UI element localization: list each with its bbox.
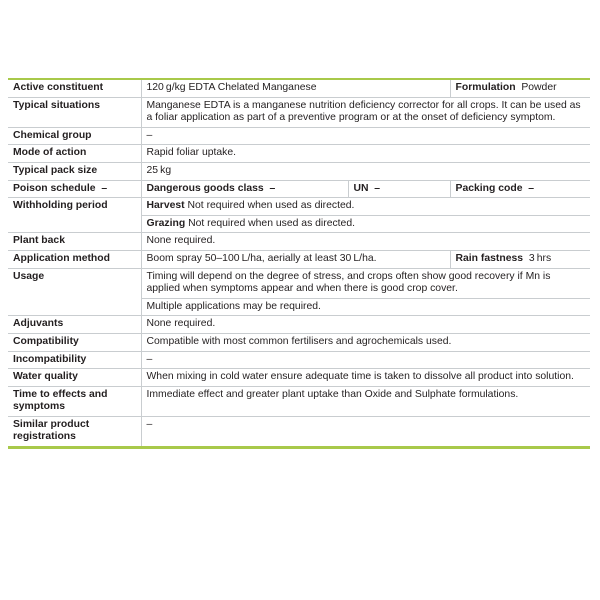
- label-mode-of-action: Mode of action: [8, 145, 141, 163]
- label-poison-schedule: Poison schedule: [13, 182, 96, 194]
- label-un: UN: [353, 182, 369, 194]
- value-active-constituent: 120 g/kg EDTA Chelated Manganese: [141, 80, 450, 97]
- value-time-to-effects: Immediate effect and greater plant uptake than Oxide and Sulphate formulations.: [141, 386, 590, 416]
- label-typical-situations: Typical situations: [8, 97, 141, 127]
- value-chemical-group: –: [141, 127, 590, 145]
- row-plant-back: [8, 233, 590, 251]
- value-incompatibility: –: [141, 351, 590, 369]
- label-withholding-period: Withholding period: [8, 198, 141, 233]
- product-info-table: [8, 80, 590, 446]
- label-similar-products: Similar product registrations: [8, 416, 141, 446]
- label-grazing: Grazing: [146, 217, 186, 229]
- row-typical-situations: [8, 97, 590, 127]
- un-cell: [348, 180, 450, 198]
- row-poison-schedule: [8, 180, 590, 198]
- usage-multiple: Multiple applications may be required.: [146, 300, 321, 312]
- row-incompatibility: [8, 351, 590, 369]
- withholding-grazing: [147, 216, 586, 231]
- formulation-cell: [450, 80, 590, 97]
- poison-schedule-cell: [8, 180, 141, 198]
- row-withholding-period: [8, 198, 590, 233]
- value-compatibility: Compatible with most common fertilisers and agrochemicals used.: [141, 333, 590, 351]
- value-mode-of-action: Rapid foliar uptake.: [141, 145, 590, 163]
- value-harvest: Not required when used as directed.: [187, 200, 355, 212]
- formulation-value: Powder: [521, 82, 557, 93]
- value-plant-back: None required.: [141, 233, 590, 251]
- label-time-to-effects: Time to effects and symptoms: [8, 386, 141, 416]
- formulation-label: Formulation: [455, 82, 516, 93]
- label-compatibility: Compatibility: [8, 333, 141, 351]
- row-water-quality: [8, 369, 590, 387]
- row-adjuvants: [8, 316, 590, 334]
- row-mode-of-action: [8, 145, 590, 163]
- label-packing-code: Packing code: [455, 182, 523, 194]
- label-usage: Usage: [8, 268, 141, 316]
- row-chemical-group: [8, 127, 590, 145]
- row-typical-pack-size: [8, 162, 590, 180]
- label-chemical-group: Chemical group: [8, 127, 141, 145]
- row-application-method: [8, 250, 590, 268]
- value-withholding-period: [141, 198, 590, 233]
- value-typical-situations: Manganese EDTA is a manganese nutrition deficiency corrector for all crops. It can be used as a foliar application as part of a preventive program or at the onset of deficiency symptom.: [141, 97, 590, 127]
- value-typical-pack-size: 25 kg: [141, 162, 590, 180]
- label-water-quality: Water quality: [8, 369, 141, 387]
- value-grazing: Not required when used as directed.: [188, 217, 356, 229]
- value-water-quality: When mixing in cold water ensure adequate time is taken to dissolve all product into solution.: [141, 369, 590, 387]
- value-dangerous-goods: –: [269, 182, 276, 194]
- withholding-harvest: [142, 200, 591, 216]
- row-usage: [8, 268, 590, 316]
- label-incompatibility: Incompatibility: [8, 351, 141, 369]
- packing-code-cell: [450, 180, 590, 198]
- label-plant-back: Plant back: [8, 233, 141, 251]
- rain-fastness-cell: [450, 250, 590, 268]
- row-compatibility: [8, 333, 590, 351]
- value-packing-code: –: [528, 182, 535, 194]
- label-application-method: Application method: [8, 250, 141, 268]
- value-usage: [141, 268, 590, 316]
- usage-timing: Timing will depend on the degree of stress, and crops often show good recovery if Mn is applied when symptoms appear and when there is good crop cover.: [142, 271, 591, 299]
- dangerous-goods-cell: [141, 180, 348, 198]
- label-adjuvants: Adjuvants: [8, 316, 141, 334]
- label-typical-pack-size: Typical pack size: [8, 162, 141, 180]
- value-application-method: Boom spray 50–100 L/ha, aerially at least 30 L/ha.: [141, 250, 450, 268]
- row-active-constituent: [8, 80, 590, 97]
- row-similar-products: [8, 416, 590, 446]
- value-poison-schedule: –: [101, 182, 108, 194]
- value-un: –: [374, 182, 381, 194]
- bottom-rule: [8, 446, 590, 449]
- label-rain-fastness: Rain fastness: [455, 252, 524, 264]
- row-time-to-effects: [8, 386, 590, 416]
- label-active-constituent: Active constituent: [8, 80, 141, 97]
- value-similar-products: –: [146, 418, 153, 430]
- product-info-sheet: [8, 78, 590, 449]
- value-rain-fastness: 3 hrs: [528, 252, 552, 264]
- label-harvest: Harvest: [146, 200, 185, 212]
- label-dangerous-goods: Dangerous goods class: [146, 182, 264, 194]
- value-adjuvants: None required.: [141, 316, 590, 334]
